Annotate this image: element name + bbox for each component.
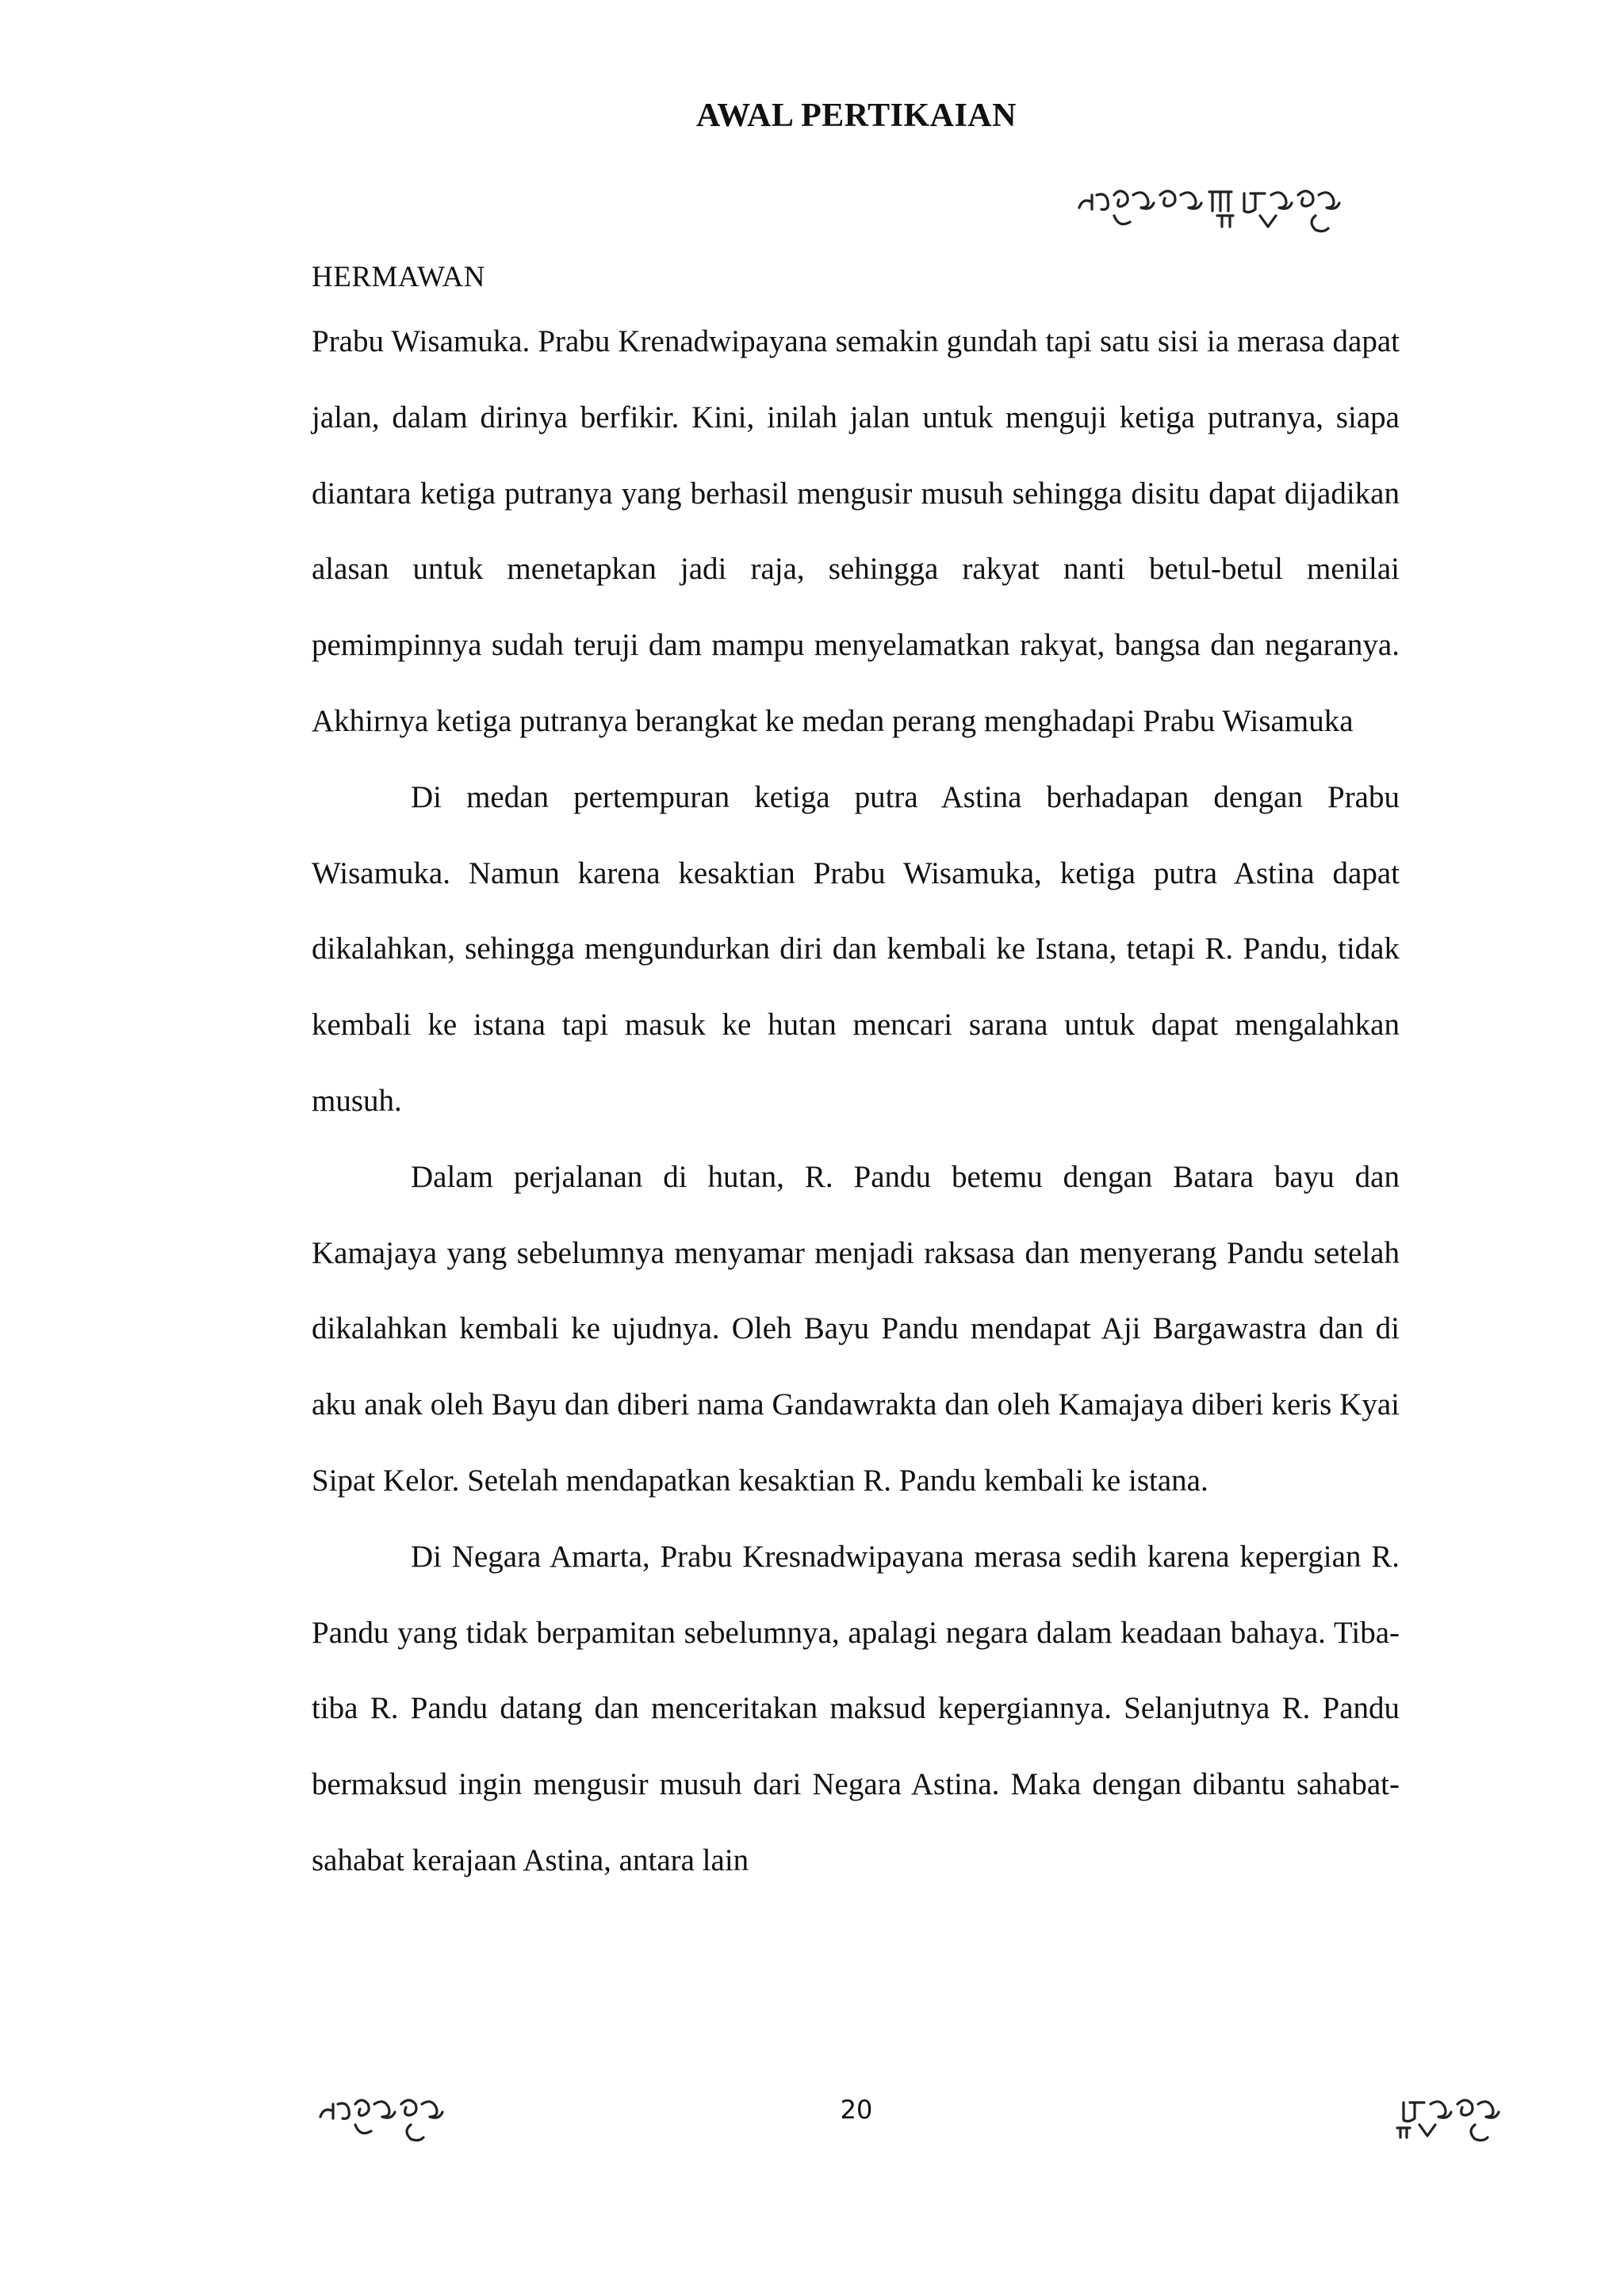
paragraph: Di Negara Amarta, Prabu Kresnadwipayana merasa sedih karena kepergian R. Pandu yang tidak berpamitan sebelumnya, apalagi negara dalam keadaan bahaya. Tiba-tiba R. Pandu datang dan menceritakan maksud kepergiannya. Selanjutnya R. Pandu bermaksud ingin mengusir musuh dari Negara Astina. Maka dengan dibantu sahabat-sahabat kerajaan Astina, antara lain: [312, 1539, 1400, 1877]
body-text: [312, 304, 1400, 1899]
author-name: HERMAWAN: [312, 261, 485, 293]
javanese-script-footer-left-mark: [316, 2093, 490, 2149]
paragraph: Di medan pertempuran ketiga putra Astina berhadapan dengan Prabu Wisamuka. Namun karena kesaktian Prabu Wisamuka, ketiga putra Astina dapat dikalahkan, sehingga mengundurkan diri dan kembali ke Istana, tetapi R. Pandu, tidak kembali ke istana tapi masuk ke hutan mencari sarana untuk dapat mengalahkan musuh.: [312, 779, 1400, 1118]
paragraph: Dalam perjalanan di hutan, R. Pandu betemu dengan Batara bayu dan Kamajaya yang sebelumnya menyamar menjadi raksasa dan menyerang Pandu setelah dikalahkan kembali ke ujudnya. Oleh Bayu Pandu mendapat Aji Bargawastra dan di aku anak oleh Bayu dan diberi nama Gandawrakta dan oleh Kamajaya diberi keris Kyai Sipat Kelor. Setelah mendapatkan kesaktian R. Pandu kembali ke istana.: [312, 1159, 1400, 1498]
page-number: 20: [840, 2095, 873, 2125]
page-title: AWAL PERTIKAIAN: [696, 98, 1017, 134]
javanese-script-footer-right-mark: [1396, 2093, 1562, 2149]
javanese-script-header-mark: [1074, 184, 1408, 239]
paragraph: Prabu Wisamuka. Prabu Krenadwipayana semakin gundah tapi satu sisi ia merasa dapat jalan, dalam dirinya berfikir. Kini, inilah jalan untuk menguji ketiga putranya, siapa diantara ketiga putranya yang berhasil mengusir musuh sehingga disitu dapat dijadikan alasan untuk menetapkan jadi raja, sehingga rakyat nanti betul-betul menilai pemimpinnya sudah teruji dam mampu menyelamatkan rakyat, bangsa dan negaranya. Akhirnya ketiga putranya berangkat ke medan perang menghadapi Prabu Wisamuka: [312, 324, 1400, 738]
